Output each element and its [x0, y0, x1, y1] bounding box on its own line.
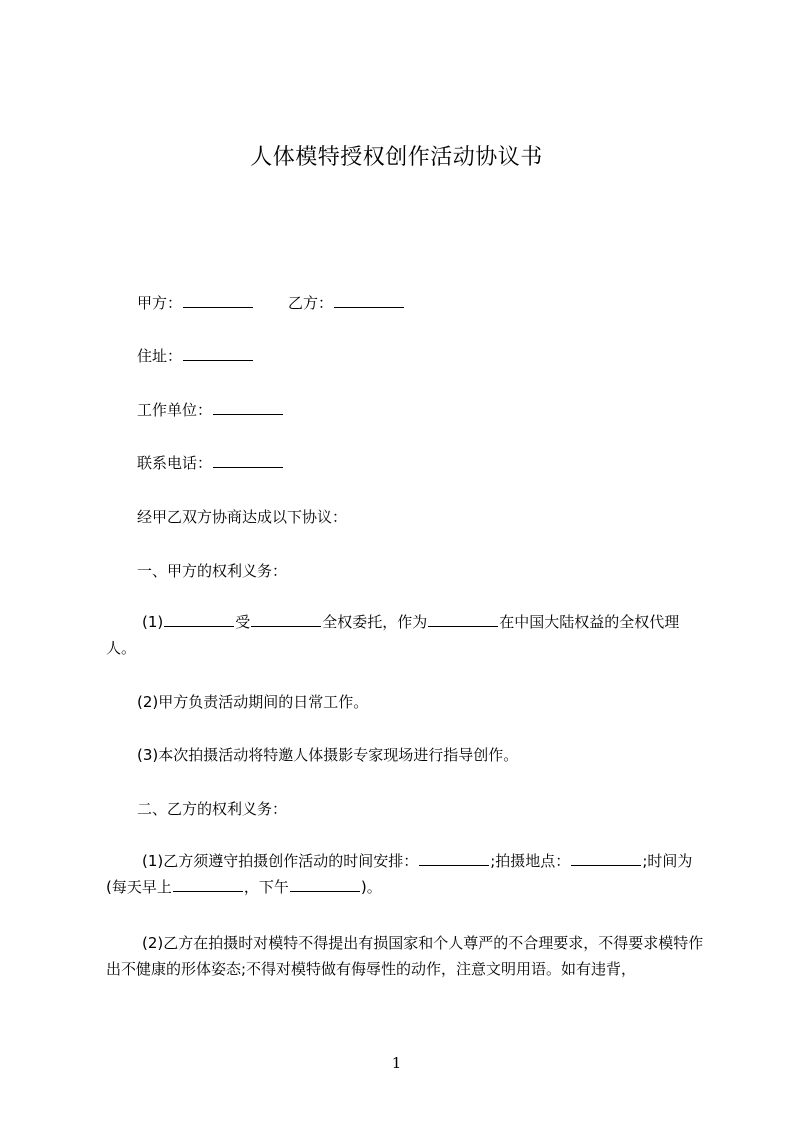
- s1-item1-prefix: (1): [142, 613, 164, 631]
- s1-item1-text-1: 受: [235, 613, 251, 631]
- party-a-blank: [183, 293, 253, 308]
- party-b-blank: [334, 293, 404, 308]
- section-1-item-2: (2)甲方负责活动期间的日常工作。: [137, 693, 369, 711]
- s2-item1-text-4: )。: [360, 878, 382, 896]
- s1-item1-text-2: 全权委托，作为: [322, 613, 428, 631]
- s2-item1-text-3: ，下午: [243, 878, 289, 896]
- section-2-heading: 二、乙方的权利义务：: [137, 800, 288, 818]
- section-1-heading: 一、甲方的权利义务：: [137, 562, 288, 580]
- section-1-item-3: (3)本次拍摄活动将特邀人体摄影专家现场进行指导创作。: [137, 746, 519, 764]
- s2-item1-text-2: ;时间为(每天早上: [106, 852, 693, 896]
- s1-item1-blank-1: [164, 612, 234, 627]
- employer-blank: [213, 400, 283, 415]
- phone-label: 联系电话：: [137, 454, 213, 472]
- s1-item1-blank-2: [251, 612, 321, 627]
- page-number: 1: [391, 1054, 402, 1072]
- s1-item1-text-3: 在中国大陆权益的全权代理人。: [106, 613, 680, 657]
- s2-item1-prefix: (1)乙方须遵守拍摄创作活动的时间安排：: [142, 852, 419, 870]
- document-title: 人体模特授权创作活动协议书: [250, 145, 543, 170]
- party-b-label: 乙方：: [288, 294, 334, 312]
- address-label: 住址：: [137, 347, 183, 365]
- intro-paragraph: 经甲乙双方协商达成以下协议：: [137, 508, 348, 526]
- address-line: [137, 345, 254, 366]
- section-1-item-1: [106, 609, 705, 661]
- party-line: [137, 292, 405, 313]
- section-2-item-1: [106, 848, 705, 900]
- section-2-item-2: (2)乙方在拍摄时对模特不得提出有损国家和个人尊严的不合理要求，不得要求模特作出不健康的形体姿态;不得对模特做有侮辱性的动作，注意文明用语。如有违背，: [106, 934, 704, 978]
- s2-item1-text-1: ;拍摄地点：: [490, 852, 571, 870]
- address-blank: [183, 346, 253, 361]
- s2-item1-blank-1: [419, 851, 489, 866]
- s1-item1-blank-3: [428, 612, 498, 627]
- phone-line: [137, 452, 284, 473]
- s2-item1-blank-3: [173, 877, 243, 892]
- s2-item1-blank-2: [571, 851, 641, 866]
- employer-label: 工作单位：: [137, 401, 213, 419]
- phone-blank: [213, 453, 283, 468]
- party-a-label: 甲方：: [137, 294, 183, 312]
- employer-line: [137, 399, 284, 420]
- s2-item1-blank-4: [290, 877, 360, 892]
